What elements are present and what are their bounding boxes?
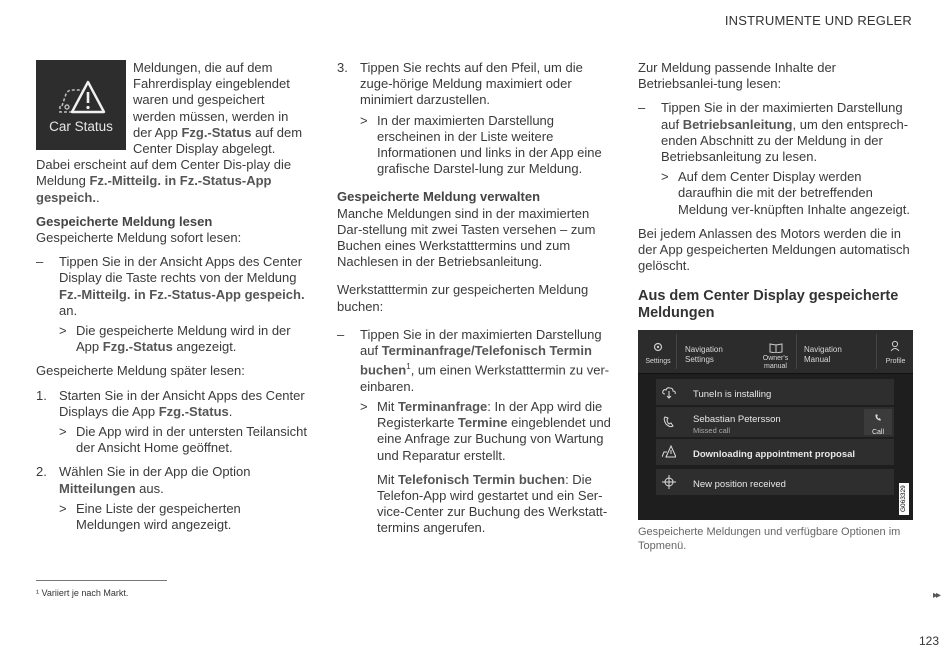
section-heading: Aus dem Center Display gespeicherte Meldungen: [638, 288, 899, 322]
settings-icon: [652, 341, 664, 353]
topbar-navigation-manual[interactable]: Navigation Manual: [804, 345, 842, 365]
subheading-read: Gespeicherte Meldung lesen: [36, 213, 213, 229]
column-2: [337, 60, 612, 543]
subheading-manage: Gespeicherte Meldung verwalten: [337, 189, 541, 205]
position-icon: [662, 475, 676, 489]
car-warning-small-icon: [662, 445, 676, 459]
topbar-navigation-settings[interactable]: Navigation Settings: [685, 345, 723, 365]
paragraph-read-now: Gespeicherte Meldung sofort lesen:: [36, 230, 242, 246]
figure-caption: Gespeicherte Meldungen und verfügbare Optionen im Topmenü.: [638, 526, 901, 552]
notification-appointment[interactable]: Downloading appointment proposal: [656, 439, 894, 465]
book-icon: [769, 343, 783, 353]
footnote: ¹ Variiert je nach Markt.: [36, 588, 129, 598]
result-paragraph: Mit Telefonisch Termin buchen: Die Telefon-App wird gestartet und ein Ser-vice-Center zur Buchung des Werkstatt-termins angerufen.: [377, 471, 608, 536]
missed-call-icon: [662, 415, 676, 429]
notification-missed-call[interactable]: Sebastian Petersson Missed call Call: [656, 407, 894, 437]
list-item: – Tippen Sie in der maximierten Darstellung auf Terminanfrage/Telefonisch Termin buchen$^1$, um einen Werkstatttermin zu ver-einbaren.: [337, 326, 610, 394]
result-item: > Eine Liste der gespeicherten Meldungen wird angezeigt.: [59, 500, 241, 533]
list-item: 1. Starten Sie in der Ansicht Apps des Center Displays die App Fzg.-Status.: [36, 387, 305, 419]
result-item: > In der maximierten Darstellung erscheinen in der Liste weitere Informationen und links in der App eine grafische Darstel-lung zur Meldung.: [360, 112, 602, 177]
topbar-owners-manual[interactable]: Owner's manual: [758, 330, 793, 373]
column-3: [638, 60, 912, 553]
cloud-download-icon: [662, 385, 676, 399]
continue-arrows: ▸▸: [932, 590, 939, 601]
result-item: > Die App wird in der untersten Teilansicht der Ansicht Home geöffnet.: [59, 424, 307, 456]
topbar-profile[interactable]: Profile: [878, 330, 913, 373]
notification-position[interactable]: New position received: [656, 469, 894, 495]
car-status-label: Car Status: [49, 118, 113, 134]
car-status-app-icon: [36, 60, 126, 150]
result-item: > Mit Terminanfrage: In der App wird die Registerkarte Termine eingeblendet und eine Anfrage zur Buchung von Wartung und Reparatur erstellt.: [360, 398, 611, 463]
paragraph-book: Werkstatttermin zur gespeicherten Meldung buchen:: [337, 282, 589, 314]
result-item: > Auf dem Center Display werden daraufhin die mit der betreffenden Meldung ver-knüpften Inhalte angezeigt.: [661, 169, 910, 217]
phone-icon: [874, 413, 883, 422]
page-number: 123: [918, 634, 939, 648]
notification-tunein[interactable]: TuneIn is installing: [656, 379, 894, 405]
top-menu: [638, 330, 913, 374]
intro-paragraph: Meldungen, die auf dem Fahrerdisplay eingeblendet waren und gespeichert werden müssen, werden in der App Fzg.-Status auf dem Center Display abgelegt. Dabei erscheint auf dem Center Dis-play die Meldung Fz.-Mitteilg. in Fz.-Status-App gespeich..: [36, 60, 303, 205]
profile-icon: [890, 340, 900, 352]
footnote-rule: [36, 580, 167, 581]
paragraph-manual: Zur Meldung passende Inhalte der Betriebsanlei-tung lesen:: [638, 60, 837, 92]
result-item: > Die gespeicherte Meldung wird in der App Fzg.-Status angezeigt.: [59, 323, 291, 355]
footnote-ref: 1: [406, 362, 411, 372]
column-1: [36, 60, 308, 541]
list-item: – Tippen Sie in der Ansicht Apps des Center Display die Taste rechts von der Meldung Fz.-Mitteilg. in Fz.-Status-App gespeich. an.: [36, 254, 305, 318]
image-id: G063329: [899, 483, 909, 515]
list-item: – Tippen Sie in der maximierten Darstellung auf Betriebsanleitung, um den entsprech-enden Abschnitt zu der Meldung in der Betriebsanleitung zu lesen.: [638, 100, 909, 165]
paragraph-manage: Manche Meldungen sind in der maximierten Dar-stellung mit zwei Tasten versehen – zum Buchen eines Werkstatttermins und zum Nachlesen in der Betriebsanleitung.: [337, 205, 596, 270]
call-button[interactable]: Call: [864, 409, 892, 435]
paragraph-read-later: Gespeicherte Meldung später lesen:: [36, 363, 245, 379]
car-warning-icon: [58, 78, 106, 118]
paragraph-autodelete: Bei jedem Anlassen des Motors werden die in der App gespeicherten Meldungen automatisch gelöscht.: [638, 225, 910, 274]
running-header: INSTRUMENTE UND REGLER: [724, 13, 912, 28]
center-display-screenshot: [638, 330, 913, 520]
list-item: 2. Wählen Sie in der App die Option Mitteilungen aus.: [36, 464, 251, 496]
topbar-settings[interactable]: Settings: [642, 330, 674, 373]
list-item: 3. Tippen Sie rechts auf den Pfeil, um die zuge-hörige Meldung maximiert oder minimiert darzustellen.: [337, 60, 583, 108]
